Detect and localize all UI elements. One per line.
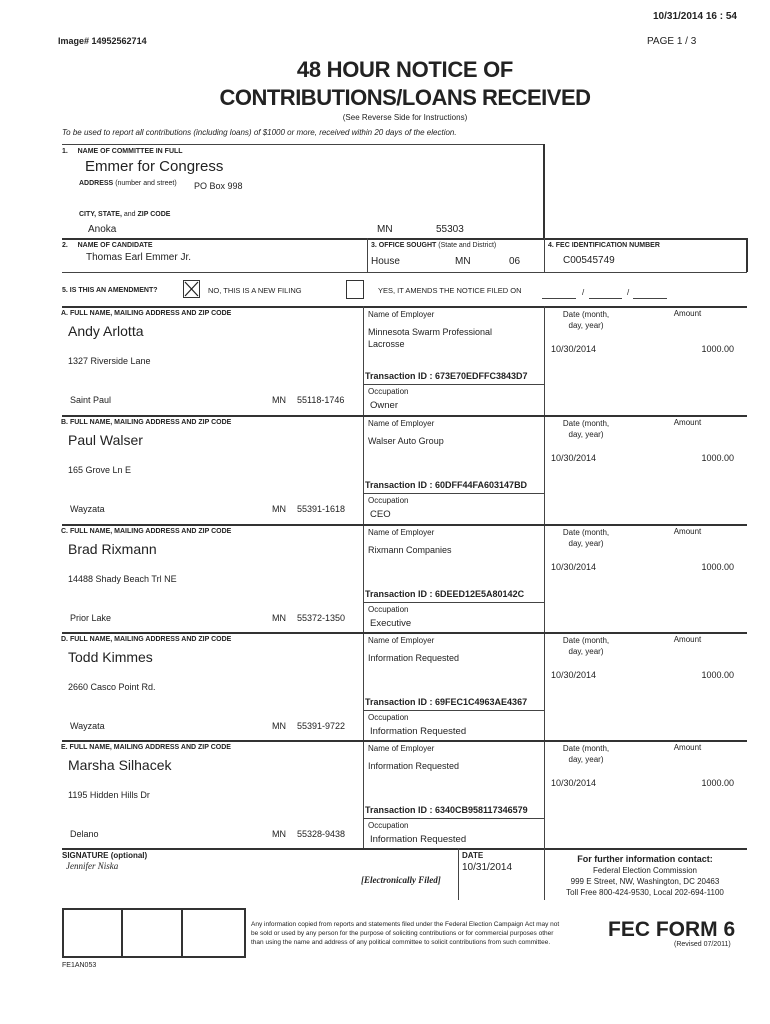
contributor-address: 2660 Casco Point Rd. (68, 682, 156, 692)
checkmark-x-icon (184, 281, 199, 297)
amend-date-day-line (589, 298, 622, 299)
contributor-state: MN (272, 721, 286, 731)
contribution-amount: 1000.00 (701, 670, 734, 680)
occupation: Executive (370, 618, 412, 629)
amount-column-label: Amount (673, 309, 702, 318)
contributor-zip: 55391-9722 (297, 721, 346, 731)
amend-date-month-line (542, 298, 576, 299)
occupation-label: Occupation (368, 605, 409, 614)
signature-name: Jennifer Niska (66, 861, 119, 871)
contributor-city: Wayzata (70, 721, 105, 731)
divider (363, 493, 544, 494)
date-column-label: Date (month, day, year) (562, 419, 610, 439)
contributor-city: Prior Lake (70, 613, 112, 623)
divider (363, 710, 544, 711)
occupation-label: Occupation (368, 496, 409, 505)
divider (544, 238, 545, 272)
contact-title: For further information contact: (577, 854, 713, 864)
contributor-label: B. FULL NAME, MAILING ADDRESS AND ZIP CODE (61, 419, 232, 426)
contact-line1: Federal Election Commission (592, 866, 698, 875)
contribution-amount: 1000.00 (701, 344, 734, 354)
contributor-state: MN (272, 829, 286, 839)
divider (458, 848, 459, 900)
employer-name: Minnesota Swarm Professional (368, 327, 493, 337)
city-state-zip-label: CITY, STATE, and ZIP CODE (79, 211, 171, 218)
amount-column-label: Amount (673, 743, 702, 752)
electronically-filed: [Electronically Filed] (361, 875, 441, 885)
employer-label: Name of Employer (368, 744, 435, 753)
divider (62, 238, 747, 240)
transaction-id: Transaction ID : 673E70EDFFC3843D7 (365, 371, 528, 381)
employer-name: Information Requested (368, 653, 460, 663)
contributor-zip: 55328-9438 (297, 829, 346, 839)
contribution-date: 10/30/2014 (551, 670, 597, 680)
committee-label: 1. NAME OF COMMITTEE IN FULL (62, 148, 183, 155)
date-column-label: Date (month, day, year) (562, 636, 610, 656)
disclaimer-line2: be sold or used by any person for the purpose of soliciting contributions or for commercial purposes other (251, 930, 554, 937)
contributor-address: 165 Grove Ln E (68, 465, 132, 475)
disclaimer-line3: than using the name and address of any political committee to solicit contributions from such committee. (251, 939, 551, 946)
address-label: ADDRESS (number and street) (79, 180, 177, 187)
no-new-filing-label: NO, THIS IS A NEW FILING (208, 286, 302, 295)
contributor-city: Wayzata (70, 504, 105, 514)
employer-name: Information Requested (368, 761, 460, 771)
occupation: Information Requested (370, 726, 467, 737)
contact-line3: Toll Free 800-424-9530, Local 202-694-1100 (566, 888, 724, 897)
contributor-label: A. FULL NAME, MAILING ADDRESS AND ZIP CODE (61, 310, 232, 317)
employer-name-line2: Lacrosse (368, 339, 405, 349)
contributor-zip: 55118-1746 (297, 395, 345, 405)
divider (543, 144, 545, 239)
no-new-filing-checkbox[interactable] (183, 280, 200, 298)
office-sought: House (371, 256, 400, 267)
date-column-label: Date (month, day, year) (562, 744, 610, 764)
candidate-name: Thomas Earl Emmer Jr. (86, 252, 192, 263)
contributor-city: Saint Paul (70, 395, 112, 405)
date-slash: / (627, 288, 630, 297)
divider (363, 818, 544, 819)
employer-name: Walser Auto Group (368, 436, 444, 446)
occupation: Information Requested (370, 834, 467, 845)
committee-name: Emmer for Congress (85, 158, 224, 175)
office-state: MN (455, 256, 471, 267)
contributor-name: Brad Rixmann (68, 541, 157, 557)
employer-label: Name of Employer (368, 636, 435, 645)
occupation-label: Occupation (368, 821, 409, 830)
divider (363, 306, 364, 848)
contact-line2: 999 E Street, NW, Washington, DC 20463 (570, 877, 720, 886)
contribution-date: 10/30/2014 (551, 778, 597, 788)
contribution-amount: 1000.00 (701, 778, 734, 788)
signature-date: 10/31/2014 (462, 862, 513, 873)
signature-label: SIGNATURE (optional) (62, 851, 148, 860)
date-slash: / (582, 288, 585, 297)
employer-label: Name of Employer (368, 310, 435, 319)
divider (363, 384, 544, 385)
divider (746, 238, 748, 272)
form-name: FEC FORM 6 (608, 918, 736, 941)
contribution-date: 10/30/2014 (551, 344, 597, 354)
disclaimer-line1: Any information copied from reports and statements filed under the Federal Election Campaign Act may not (251, 921, 560, 928)
divider (121, 908, 123, 956)
transaction-id: Transaction ID : 6340CB958117346579 (365, 805, 528, 815)
office-use-box (62, 908, 246, 958)
contribution-amount: 1000.00 (701, 453, 734, 463)
transaction-id: Transaction ID : 60DFF44FA603147BD (365, 480, 528, 490)
occupation: Owner (370, 400, 398, 411)
contributor-address: 14488 Shady Beach Trl NE (68, 574, 177, 584)
divider (62, 848, 747, 850)
amount-column-label: Amount (673, 418, 702, 427)
occupation-label: Occupation (368, 713, 409, 722)
divider (62, 144, 545, 145)
intro-text: To be used to report all contributions (including loans) of $1000 or more, received within 20 days of the election. (62, 128, 457, 137)
employer-label: Name of Employer (368, 419, 435, 428)
amends-notice-checkbox[interactable] (346, 280, 364, 299)
contributor-state: MN (272, 395, 286, 405)
divider (181, 908, 183, 956)
occupation-label: Occupation (368, 387, 409, 396)
amend-date-year-line (633, 298, 667, 299)
contributor-name: Todd Kimmes (68, 649, 153, 665)
contributor-name: Marsha Silhacek (68, 757, 172, 773)
amount-column-label: Amount (673, 635, 702, 644)
candidate-label: 2. NAME OF CANDIDATE (62, 242, 153, 249)
office-district: 06 (509, 256, 521, 267)
committee-state: MN (377, 224, 393, 235)
divider (62, 272, 747, 273)
transaction-id: Transaction ID : 6DEED12E5A80142C (365, 589, 525, 599)
contributor-city: Delano (70, 829, 99, 839)
date-label: DATE (462, 851, 484, 860)
divider (363, 602, 544, 603)
contributor-label: E. FULL NAME, MAILING ADDRESS AND ZIP CODE (61, 744, 231, 751)
contributor-zip: 55372-1350 (297, 613, 346, 623)
contributor-address: 1327 Riverside Lane (68, 356, 151, 366)
contributor-name: Paul Walser (68, 432, 143, 448)
page-number: PAGE 1 / 3 (647, 36, 697, 47)
form-revised: (Revised 07/2011) (674, 941, 731, 948)
contributor-name: Andy Arlotta (68, 323, 144, 339)
office-sought-label: 3. OFFICE SOUGHT (State and District) (371, 242, 497, 249)
divider (62, 632, 747, 634)
divider (62, 740, 747, 742)
employer-name: Rixmann Companies (368, 545, 452, 555)
committee-city: Anoka (88, 224, 117, 235)
contributor-address: 1195 Hidden Hills Dr (68, 790, 150, 800)
divider (367, 238, 368, 272)
contributor-zip: 55391-1618 (297, 504, 346, 514)
form-title-line2: CONTRIBUTIONS/LOANS RECEIVED (219, 85, 591, 110)
contributor-label: D. FULL NAME, MAILING ADDRESS AND ZIP CODE (61, 636, 232, 643)
contribution-date: 10/30/2014 (551, 453, 597, 463)
divider (62, 415, 747, 417)
transaction-id: Transaction ID : 69FEC1C4963AE4367 (365, 697, 528, 707)
divider (544, 306, 545, 848)
contribution-amount: 1000.00 (701, 562, 734, 572)
form-code: FE1AN053 (62, 962, 97, 969)
contributor-state: MN (272, 504, 286, 514)
committee-address: PO Box 998 (194, 181, 243, 191)
see-reverse-note: (See Reverse Side for Instructions) (342, 113, 468, 122)
divider (62, 524, 747, 526)
contributor-state: MN (272, 613, 286, 623)
datetime: 10/31/2014 16 : 54 (653, 11, 737, 22)
amendment-label: 5. IS THIS AN AMENDMENT? (62, 287, 158, 294)
amount-column-label: Amount (673, 527, 702, 536)
date-column-label: Date (month, day, year) (562, 310, 610, 330)
date-column-label: Date (month, day, year) (562, 528, 610, 548)
employer-label: Name of Employer (368, 528, 435, 537)
committee-zip: 55303 (436, 224, 464, 235)
fec-id: C00545749 (563, 255, 615, 266)
amends-notice-label: YES, IT AMENDS THE NOTICE FILED ON (378, 286, 522, 295)
form-title-line1: 48 HOUR NOTICE OF (296, 57, 514, 82)
fec-id-label: 4. FEC IDENTIFICATION NUMBER (548, 242, 660, 249)
contribution-date: 10/30/2014 (551, 562, 597, 572)
image-number: Image# 14952562714 (58, 36, 147, 46)
divider (62, 306, 747, 308)
contributor-label: C. FULL NAME, MAILING ADDRESS AND ZIP CODE (61, 528, 232, 535)
occupation: CEO (370, 509, 391, 520)
